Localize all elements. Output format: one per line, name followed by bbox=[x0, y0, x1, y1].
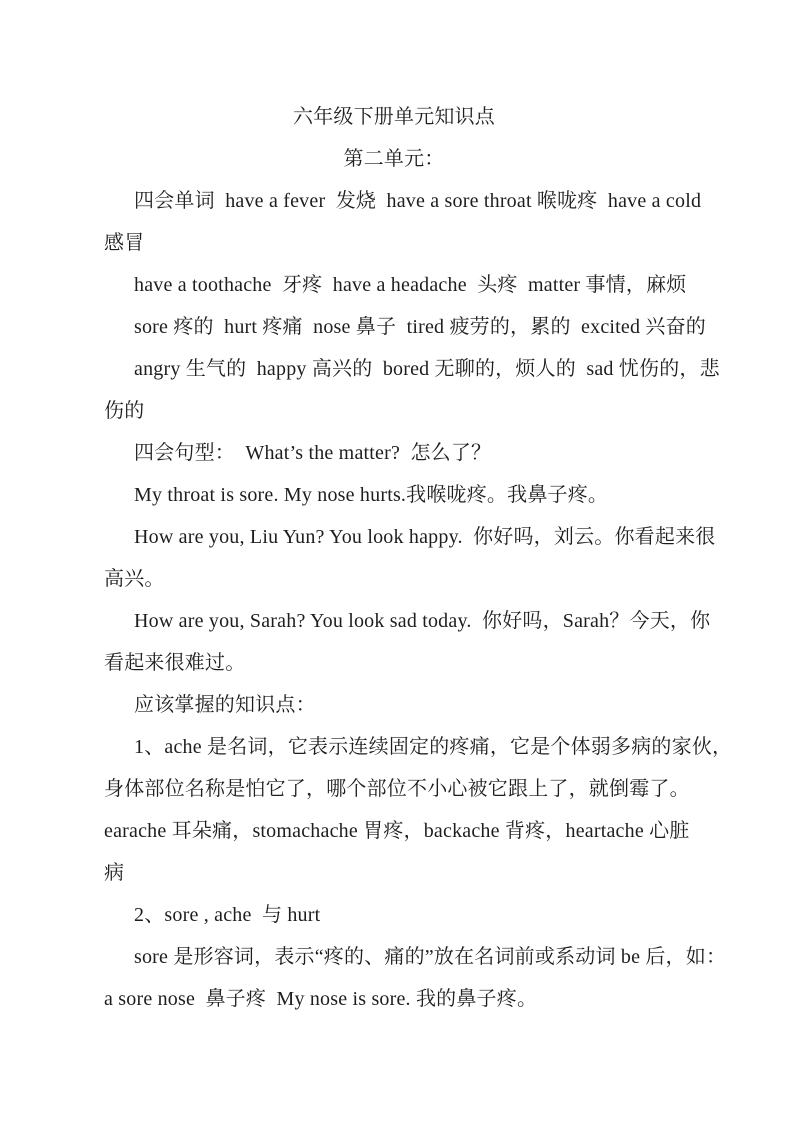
section-heading: 第二单元： bbox=[343, 148, 445, 170]
text-line: How are you, Liu Yun? You look happy. 你好吗，刘云。你看起来很 bbox=[134, 526, 716, 548]
text-line: angry 生气的 happy 高兴的 bored 无聊的，烦人的 sad 忧伤的，悲 bbox=[134, 358, 720, 380]
text-line: a sore nose 鼻子疼 My nose is sore. 我的鼻子疼。 bbox=[104, 988, 538, 1010]
text-line: have a toothache 牙疼 have a headache 头疼 matter 事情，麻烦 bbox=[134, 274, 687, 296]
text-line: My throat is sore. My nose hurts.我喉咙疼。我鼻子疼。 bbox=[134, 484, 609, 506]
text-line: 伤的 bbox=[104, 400, 145, 422]
text-line: 病 bbox=[104, 862, 125, 884]
text-line: 感冒 bbox=[104, 232, 145, 254]
text-line: 看起来很难过。 bbox=[104, 652, 246, 674]
text-line: How are you, Sarah? You look sad today. 你好吗，Sarah？今天，你 bbox=[134, 610, 711, 632]
text-line: earache 耳朵痛，stomachache 胃疼，backache 背疼，heartache 心脏 bbox=[104, 820, 690, 842]
text-line: sore 是形容词，表示“疼的、痛的”放在名词前或系动词 be 后，如： bbox=[134, 946, 727, 968]
text-line: 2、sore , ache 与 hurt bbox=[134, 904, 321, 926]
text-line: 应该掌握的知识点： bbox=[134, 694, 316, 716]
text-line: sore 疼的 hurt 疼痛 nose 鼻子 tired 疲劳的，累的 excited 兴奋的 bbox=[134, 316, 706, 338]
text-line: 四会句型： What’s the matter? 怎么了？ bbox=[134, 442, 492, 464]
document-body bbox=[104, 96, 733, 1020]
text-line: 身体部位名称是怕它了，哪个部位不小心被它跟上了，就倒霉了。 bbox=[104, 778, 690, 800]
text-line: 高兴。 bbox=[104, 568, 165, 590]
document-title: 六年级下册单元知识点 bbox=[293, 106, 495, 128]
text-line: 1、ache 是名词，它表示连续固定的疼痛，它是个体弱多病的家伙， bbox=[134, 736, 733, 758]
text-line: 四会单词 have a fever 发烧 have a sore throat 喉咙疼 have a cold bbox=[134, 190, 702, 212]
